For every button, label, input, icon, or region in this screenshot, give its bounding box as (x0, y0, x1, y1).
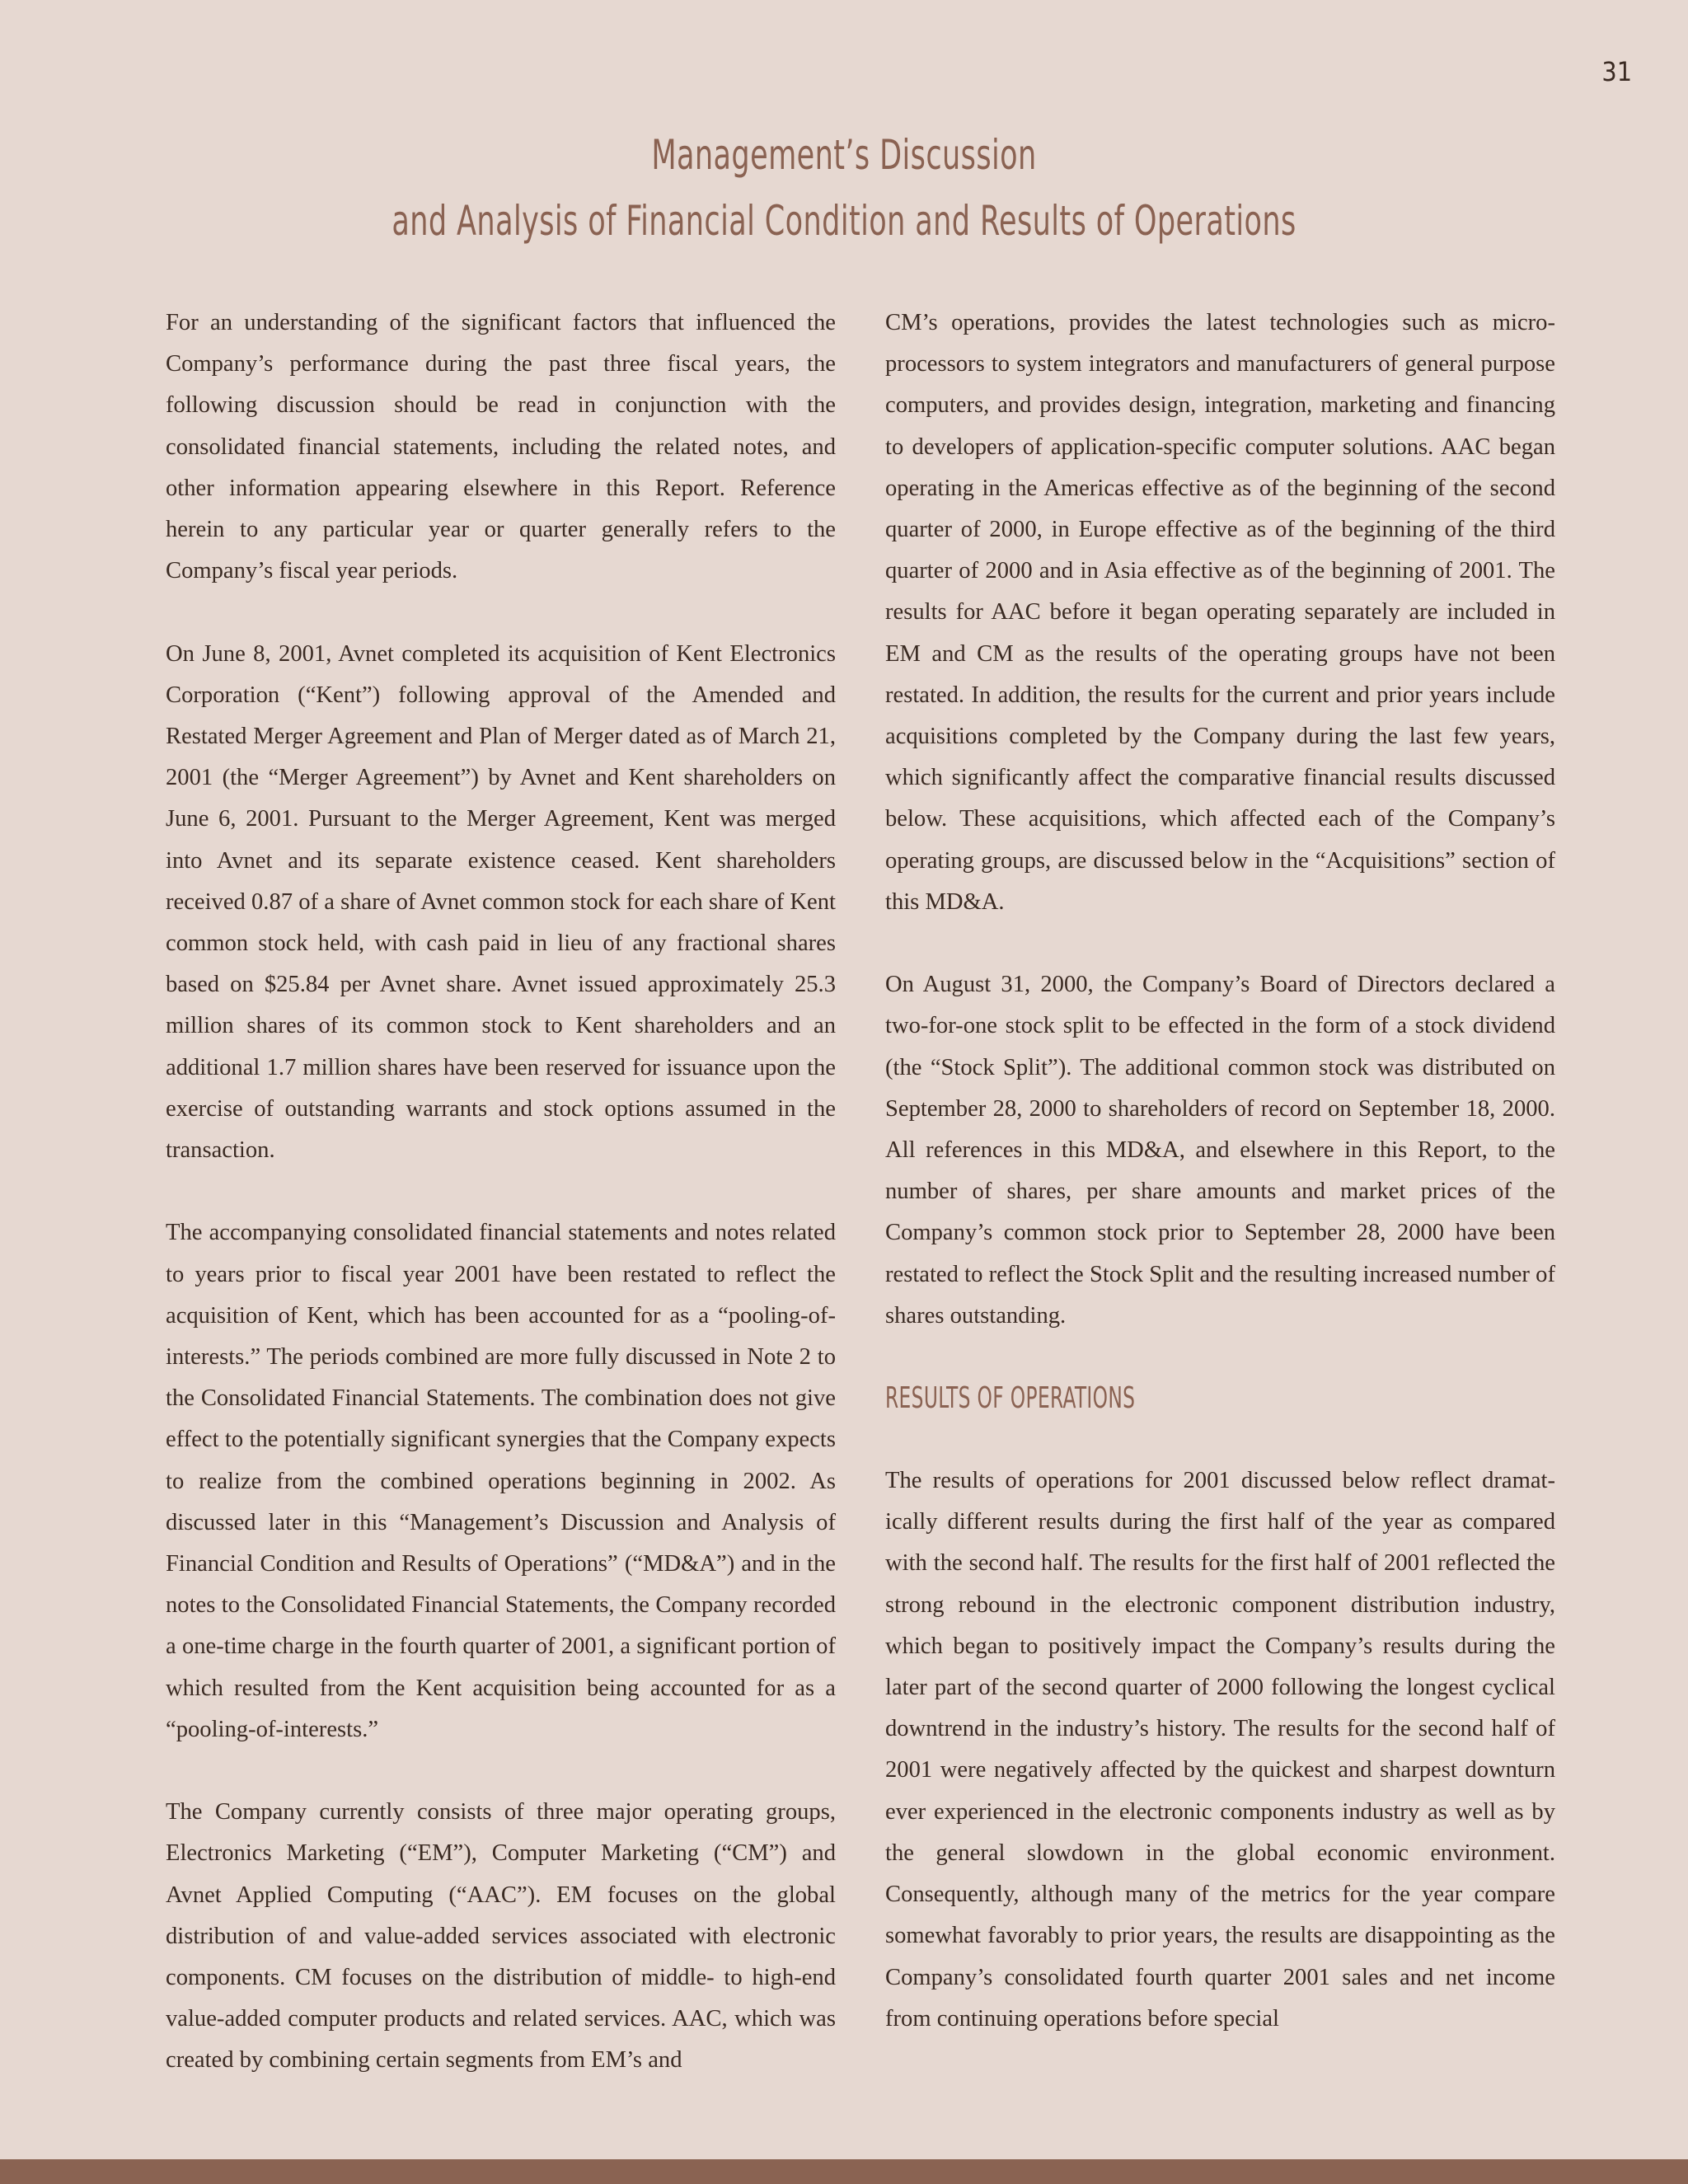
paragraph-aac-operations: CM’s operations, provides the latest technologies such as micro-processors to system integrators and manufacturers of general purpose computers, and provides design, integration, marketing and financing to developers of application-specific computer solutions. AAC began operating in the Americas effective as of the beginning of the second quarter of 2000, in Europe effective as of the beginning of the third quarter of 2000 and in Asia effective as of the beginning of 2001. The results for AAC before it began operating separately are included in EM and CM as the results of the operating groups have not been restated. In addition, the results for the current and prior years include acquisitions completed by the Company during the last few years, which significantly affect the comparative financial results discussed below. These acquisitions, which affected each of the Company’s operating groups, are discussed below in the “Acquisitions” section of this MD&A. (885, 310, 1555, 915)
page-title-line-1: Management’s Discussion (651, 131, 1037, 179)
paragraph-overview: For an understanding of the significant factors that influenced the Company’s performance during the past three fiscal years, the following discussion should be read in conjunction with the consolidated financial statements, including the related notes, and other information appearing elsewhere in this Report. Reference herein to any particular year or quarter generally refers to the Company’s fiscal year periods. (166, 310, 836, 584)
footer-bar (0, 2159, 1688, 2184)
paragraph-operating-groups: The Company currently consists of three major operating groups, Electronics Marketing (“EM”), Computer Marketing (“CM”) and Avnet Applied Computing (“AAC”). EM focuses on the global distribution of and value-added services associated with electronic components. CM focuses on the distribution of middle- to high-end value-added computer products and related services. AAC, which was created by combining certain segments from EM’s and (166, 1799, 836, 2074)
left-column (166, 302, 836, 2082)
paragraph-stock-split: On August 31, 2000, the Company’s Board of Directors declared a two-for-one stock split to be effected in the form of a stock dividend (the “Stock Split”). The additional common stock was distributed on September 28, 2000 to shareholders of record on September 18, 2000. All references in this MD&A, and elsewhere in this Report, to the number of shares, per share amounts and market prices of the Company’s common stock prior to September 28, 2000 have been restated to reflect the Stock Split and the resulting increased number of shares outstanding. (885, 972, 1555, 1329)
paragraph-kent-acquisition: On June 8, 2001, Avnet completed its acquisition of Kent Electronics Corporation (“Kent”) following approval of the Amended and Restated Merger Agreement and Plan of Merger dated as of March 21, 2001 (the “Merger Agreement”) by Avnet and Kent shareholders on June 6, 2001. Pursuant to the Merger Agreement, Kent was merged into Avnet and its separate existence ceased. Kent shareholders received 0.87 of a share of Avnet common stock for each share of Kent common stock held, with cash paid in lieu of any fractional shares based on $25.84 per Avnet share. Avnet issued approximately 25.3 million shares of its common stock to Kent shareholders and an additional 1.7 million shares have been reserved for issuance upon the exercise of outstanding warrants and stock options assumed in the transaction. (166, 640, 836, 1164)
page-title-line-2: and Analysis of Financial Condition and Results of Operations (392, 197, 1296, 245)
paragraph-pooling-of-interests: The accompanying consolidated financial statements and notes related to years prior to fiscal year 2001 have been restated to reflect the acquisition of Kent, which has been accounted for as a “pooling-of-interests.” The periods combined are more fully discussed in Note 2 to the Consolidated Financial Statements. The combination does not give effect to the potentially significant synergies that the Company expects to realize from the combined operations beginning in 2002. As discussed later in this “Management’s Discussion and Analysis of Financial Condition and Results of Operations” (“MD&A”) and in the notes to the Consolidated Financial Statements, the Company recorded a one-time charge in the fourth quarter of 2001, a significant portion of which resulted from the Kent acquisition being accounted for as a “pooling-of-interests.” (166, 1220, 836, 1742)
page-title (0, 122, 1688, 254)
right-column (885, 302, 1555, 2040)
page-number: 31 (1601, 56, 1632, 87)
paragraph-results-2001: The results of operations for 2001 discussed below reflect dramat-ically different results during the first half of the year as compared with the second half. The results for the first half of 2001 reflected the strong rebound in the electronic component distribution industry, which began to positively impact the Company’s results during the later part of the second quarter of 2000 following the longest cyclical downtrend in the industry’s history. The results for the second half of 2001 were negatively affected by the quickest and sharpest downturn ever experienced in the electronic components industry as well as by the general slowdown in the global economic environment. Consequently, although many of the metrics for the year compare somewhat favorably to prior years, the results are disappointing as the Company’s consolidated fourth quarter 2001 sales and net income from continuing operations before special (885, 1468, 1555, 2032)
section-heading-results-of-operations: RESULTS OF OPERATIONS (885, 1381, 1136, 1416)
